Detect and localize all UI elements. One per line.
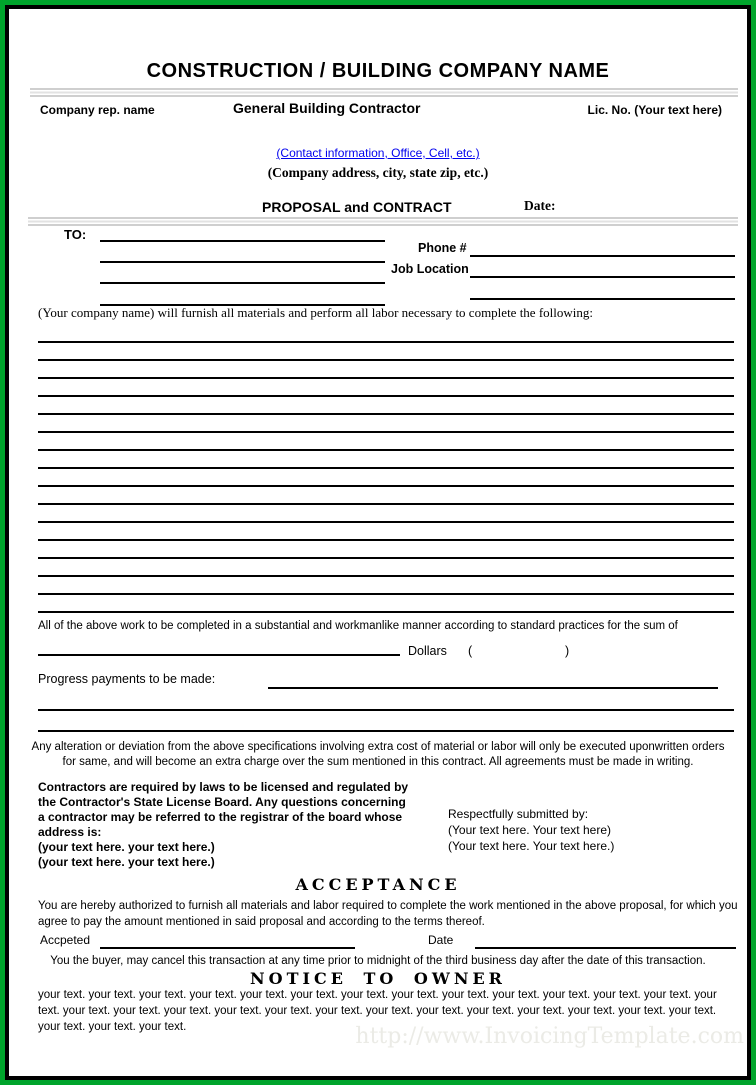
job-location-label: Job Location [391, 262, 469, 276]
company-name-title: CONSTRUCTION / BUILDING COMPANY NAME [146, 60, 610, 82]
header-separator-line [30, 88, 738, 97]
license-notice-line: address is: [38, 825, 102, 839]
work-description-blank-line[interactable] [38, 469, 734, 487]
license-notice-placeholder: (your text here. your text here.) [38, 840, 215, 854]
phone-label: Phone # [418, 241, 467, 255]
license-notice-line: a contractor may be referred to the registrar of the board whose [38, 810, 403, 824]
work-description-blank-line[interactable] [38, 343, 734, 361]
contact-information-link[interactable]: (Contact information, Office, Cell, etc.) [276, 146, 480, 160]
amount-close-paren: ) [565, 644, 570, 658]
accepted-label: Accpeted [40, 933, 91, 947]
alteration-clause-line2: for same, and will become an extra charge over the sum mentioned in this contract. All agreements must be made in writing. [62, 756, 694, 768]
work-description-blank-line[interactable] [38, 361, 734, 379]
accepted-signature-line[interactable] [100, 947, 355, 949]
submitted-by-line2: (Your text here. Your text here.) [448, 839, 615, 853]
acceptance-body-line1: You are hereby authorized to furnish all materials and labor required to complete the work mentioned in the above proposal, for which you [38, 900, 738, 912]
license-number-label: Lic. No. (Your text here) [587, 103, 722, 117]
progress-extra-line-2[interactable] [38, 730, 734, 732]
job-location-extra-line[interactable] [470, 298, 735, 300]
dollars-label: Dollars [408, 644, 447, 658]
to-label: TO: [64, 227, 87, 242]
progress-payments-label: Progress payments to be made: [38, 672, 216, 686]
company-address-label: (Company address, city, state zip, etc.) [267, 165, 489, 180]
acceptance-date-line[interactable] [475, 947, 736, 949]
document-title: PROPOSAL and CONTRACT [262, 199, 452, 215]
submitted-by-block [448, 806, 614, 854]
date-label: Date: [524, 198, 556, 213]
acceptance-heading: ACCEPTANCE [295, 875, 461, 894]
progress-extra-line-1[interactable] [38, 709, 734, 711]
work-description-blank-line[interactable] [38, 595, 734, 613]
to-address-line[interactable] [100, 261, 385, 263]
work-description-blank-line[interactable] [38, 487, 734, 505]
work-description-blank-line[interactable] [38, 451, 734, 469]
work-description-blank-line[interactable] [38, 379, 734, 397]
work-description-blank-line[interactable] [38, 505, 734, 523]
to-city-line[interactable] [100, 282, 385, 284]
work-description-blank-line[interactable] [38, 523, 734, 541]
contractor-type-label: General Building Contractor [233, 100, 421, 116]
acceptance-body [38, 898, 738, 930]
notice-to-owner-heading: NOTICE TO OWNER [250, 969, 506, 988]
notice-to-owner-body: your text. your text. your text. your text. your text. your text. your text. your text. your text. your text. your text. your text. your text. your text. your text. your text. your text. your text. your text. your text. your text. your text. your text. your text. your text. your text. your text. your text. your text. your text. [38, 989, 717, 1033]
cancel-clause: You the buyer, may cancel this transaction at any time prior to midnight of the third business day after the date of this transaction. [50, 955, 706, 967]
job-location-line[interactable] [470, 276, 735, 278]
work-description-blank-line[interactable] [38, 541, 734, 559]
work-description-blank-line[interactable] [38, 397, 734, 415]
scope-intro-text: (Your company name) will furnish all materials and perform all labor necessary to complete the following: [38, 305, 593, 320]
work-description-blank-line[interactable] [38, 433, 734, 451]
work-description-blank-line[interactable] [38, 325, 734, 343]
license-notice-placeholder: (your text here. your text here.) [38, 855, 215, 869]
watermark-text: http://www.InvoicingTemplate.com [355, 1024, 744, 1049]
company-rep-label: Company rep. name [40, 103, 155, 117]
submitted-by-label: Respectfully submitted by: [448, 807, 589, 821]
amount-open-paren: ( [468, 644, 473, 658]
work-description-lines [38, 325, 734, 613]
sum-clause-text: All of the above work to be completed in a substantial and workmanlike manner according to standard practices for the sum of [38, 620, 678, 632]
title-separator-line [28, 217, 738, 226]
sum-amount-words-line[interactable] [38, 654, 400, 656]
progress-payments-line[interactable] [268, 687, 718, 689]
license-notice-line: Contractors are required by laws to be licensed and regulated by [38, 780, 409, 794]
work-description-blank-line[interactable] [38, 415, 734, 433]
work-description-blank-line[interactable] [38, 577, 734, 595]
phone-line[interactable] [470, 255, 735, 257]
acceptance-body-line2: agree to pay the amount mentioned in said proposal and according to the terms thereof. [38, 916, 485, 928]
acceptance-date-label: Date [428, 933, 454, 947]
license-notice-line: the Contractor's State License Board. Any questions concerning [38, 795, 406, 809]
work-description-blank-line[interactable] [38, 559, 734, 577]
alteration-clause-line1: Any alteration or deviation from the above specifications involving extra cost of material or labor will only be executed uponwritten orders [31, 741, 725, 753]
license-board-notice [38, 780, 438, 870]
submitted-by-line1: (Your text here. Your text here) [448, 823, 611, 837]
to-name-line[interactable] [100, 240, 385, 242]
